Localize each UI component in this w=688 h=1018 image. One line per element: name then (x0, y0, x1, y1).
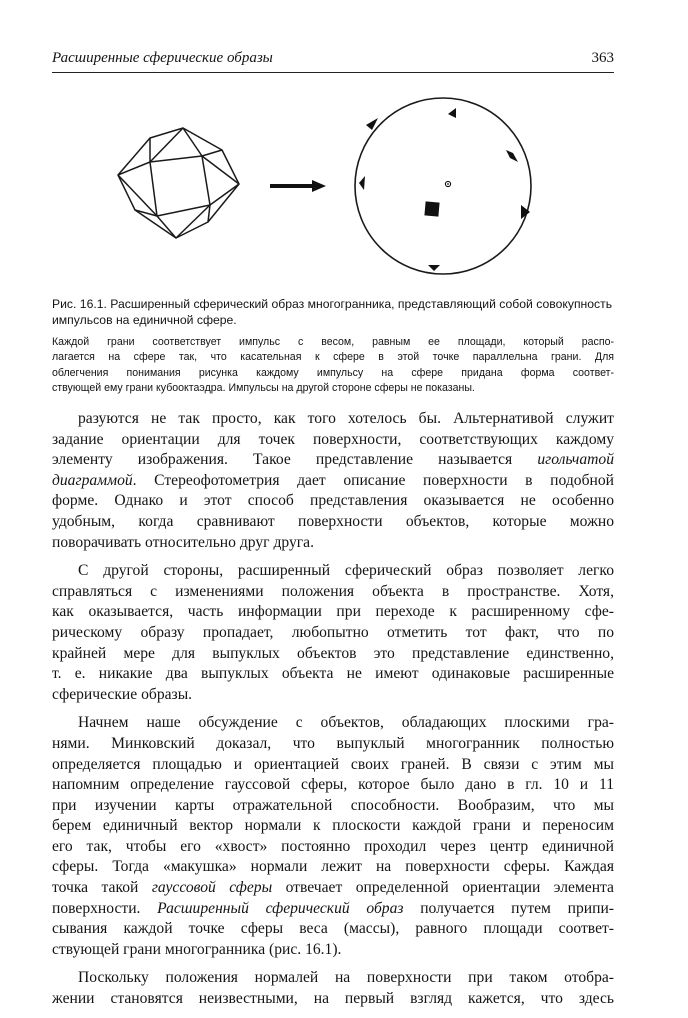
emphasized-term: гауссовой сферы (151, 879, 273, 897)
body-line: ствующей грани многогранника (рис. 16.1). (52, 940, 342, 958)
body-line: форме. Однако и этот способ представления оказывается не особенно (52, 492, 614, 510)
body-line: его так, чтобы его «хвост» постоянно проходил через центр единичной (52, 837, 614, 855)
body-line: т. е. никакие два выпуклых объекта не имеют одинаковые расширенные (52, 665, 614, 683)
impulse-triangle (359, 176, 365, 190)
body-line: сывания каждой точке сферы веса (массы), равного площади соответ- (52, 920, 614, 938)
cuboctahedron-edge (202, 150, 222, 156)
running-head (52, 50, 614, 73)
body-line: жении становятся неизвестными, на первый взгляд кажется, что здесь (52, 990, 614, 1008)
body-line: С другой стороны, расширенный сферический образ позволяет легко (78, 562, 614, 580)
body-line: рическому образу пропадает, любопытно отметить тот факт, что по (52, 623, 614, 641)
body-line: разуются не так просто, как того хотелось бы. Альтернативой служит (78, 410, 614, 427)
body-line: при изучении карты отражательной способности. Вообразим, что мы (52, 796, 614, 814)
figure-note-line: облегчения понимания рисунка каждому импульсу на сфере придана форма соответ- (52, 366, 614, 379)
impulse-triangle (448, 108, 456, 118)
body-line: нями. Минковский доказал, что выпуклый многогранник полностью (52, 734, 614, 752)
figure-drawing (0, 80, 688, 290)
unit-sphere-outline (355, 98, 531, 274)
body-line: поверхности. Расширенный сферический образ получается путем припи- (52, 899, 614, 917)
cuboctahedron-edge (118, 175, 157, 216)
body-line: сферические образы. (52, 685, 193, 703)
body-line: крайней мере для выпуклых объектов это представление единственно, (52, 644, 614, 662)
cuboctahedron-edge (183, 128, 202, 156)
body-line: Поскольку положения нормалей на поверхности при таком отобра- (78, 969, 614, 987)
body-line: берем единичный вектор нормали к плоскости каждой грани и переносим (52, 817, 614, 835)
body-line: как оказывается, часть информации при переходе к расширенному сфе- (52, 603, 614, 621)
figure-16-1 (0, 80, 688, 290)
body-line: поворачивать относительно друг друга. (52, 533, 315, 551)
body-line: напомним определение гауссовой сферы, которое было дано в гл. 10 и 11 (52, 776, 614, 794)
body-paragraph (52, 713, 614, 960)
figure-caption: Рис. 16.1. Расширенный сферический образ многогранника, представляющий собой совокупность импульсов на единичной сфере. (52, 297, 613, 327)
mapping-arrow (270, 180, 326, 192)
body-text (52, 409, 614, 1018)
cuboctahedron-drawing (118, 128, 239, 238)
body-paragraph (52, 561, 614, 705)
impulse-square (424, 201, 439, 216)
body-line: элементу изображения. Такое представление называется игольчатой (52, 451, 614, 469)
impulse-quad (506, 150, 518, 162)
body-line: диаграммой. Стереофотометрия дает описание поверхности в подобной (52, 471, 614, 489)
figure-notes (52, 335, 614, 396)
body-line: точка такой гауссовой сферы отвечает определенной ориентации элемента (52, 879, 614, 897)
body-line: Начнем наше обсуждение с объектов, обладающих плоскими гра- (78, 714, 614, 732)
cuboctahedron-outline (118, 128, 239, 238)
cuboctahedron-edge (202, 156, 239, 184)
figure-note-line: лагается на сфере так, что касательная к сфере в этой точке параллельна грани. Для (52, 351, 614, 364)
cuboctahedron-center-square (150, 156, 210, 216)
emphasized-term: диаграммой (52, 471, 133, 489)
body-line: определяется площадью и ориентацией своих граней. В связи с этим мы (52, 755, 614, 773)
page-number: 363 (591, 50, 614, 66)
cuboctahedron-edge (176, 205, 210, 238)
emphasized-term: Расширенный сферический образ (157, 899, 404, 917)
running-head-title: Расширенные сферические образы (52, 50, 273, 66)
figure-note-line: Каждой грани соответствует импульс с весом, равным ее площади, который распо- (52, 336, 614, 348)
body-line: сферы. Тогда «макушка» нормали лежит на поверхности сферы. Каждая (52, 858, 614, 876)
body-line: справляться с изменениями положения объекта в пространстве. Хотя, (52, 582, 614, 600)
figure-note-line: ствующей ему грани кубооктаэдра. Импульсы на другой стороне сферы не показаны. (52, 381, 475, 394)
emphasized-term: игольчатой (537, 451, 614, 469)
sphere-impulses (359, 108, 530, 271)
body-paragraph (52, 409, 614, 553)
body-line: задание ориентации для точек поверхности, соответствующих каждому (52, 430, 614, 448)
impulse-triangle (428, 265, 440, 271)
body-paragraph (52, 968, 614, 1009)
sphere-center-dot (447, 183, 449, 185)
body-line: удобным, когда сравнивают поверхности объектов, которые можно (52, 512, 614, 530)
